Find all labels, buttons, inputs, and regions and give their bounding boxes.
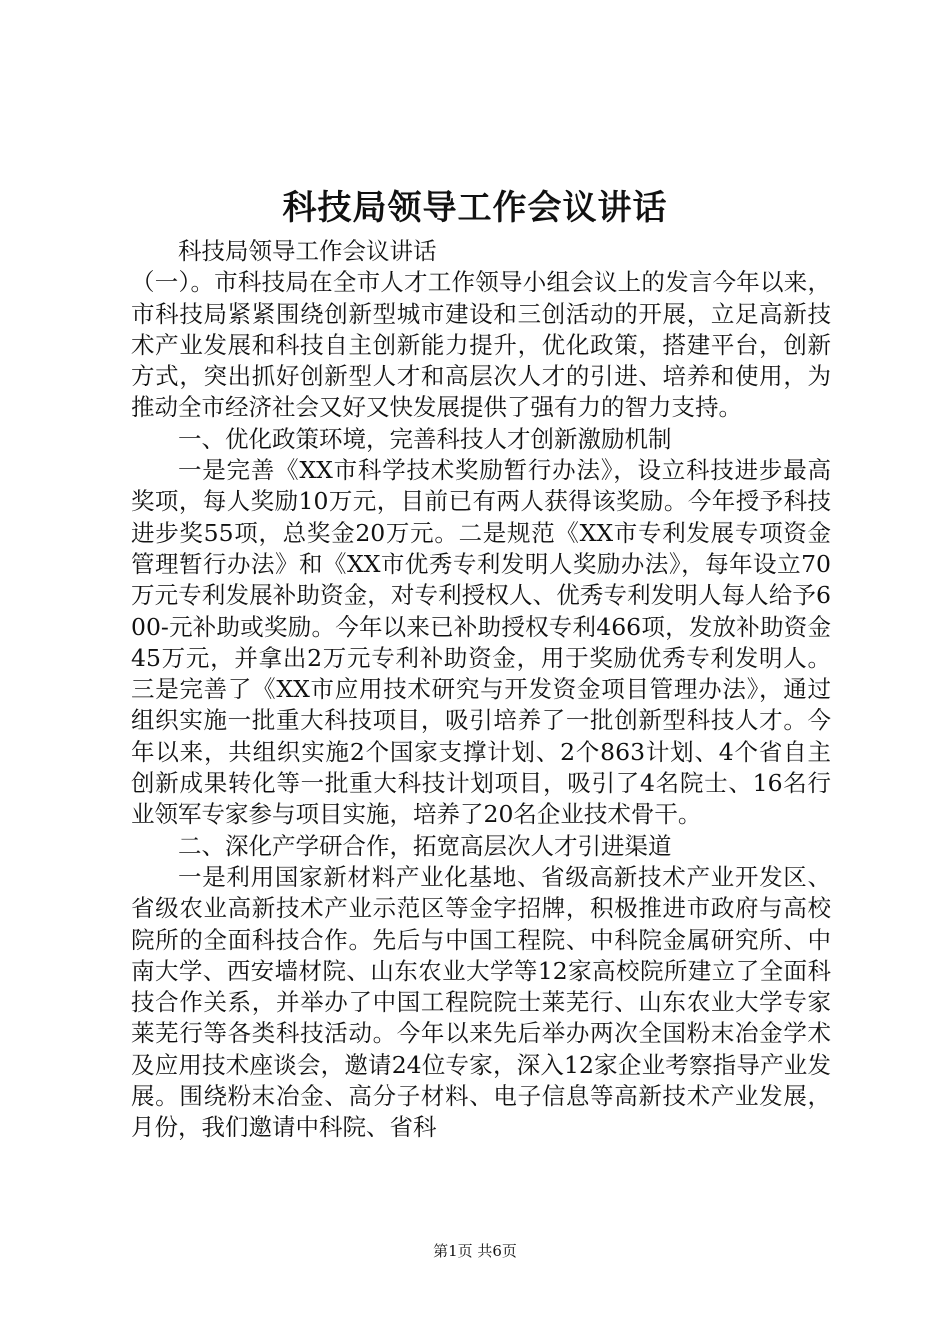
- paragraph-intro: （一）。市科技局在全市人才工作领导小组会议上的发言今年以来，市科技局紧紧围绕创新型城市建设和三创活动的开展，立足高新技术产业发展和科技自主创新能力提升，优化政策，搭建平台，创新方式，突出抓好创新型人才和高层次人才的引进、培养和使用，为推动全市经济社会又好又快发展提供了强有力的智力支持。: [131, 268, 831, 422]
- paragraph-subtitle: 科技局领导工作会议讲话: [178, 237, 437, 265]
- paragraph-section-2: 一是利用国家新材料产业化基地、省级高新技术产业开发区、省级农业高新技术产业示范区等金字招牌，积极推进市政府与高校院所的全面科技合作。先后与中国工程院、中科院金属研究所、中南大学、西安墙材院、山东农业大学等12家高校院所建立了全面科技合作关系，并举办了中国工程院院士莱芜行、山东农业大学专家莱芜行等各类科技活动。今年以来先后举办两次全国粉末冶金学术及应用技术座谈会，邀请24位专家，深入12家企业考察指导产业发展。围绕粉末冶金、高分子材料、电子信息等高新技术产业发展，月份，我们邀请中科院、省科: [131, 862, 831, 1142]
- paragraph-section-1: 一是完善《XX市科学技术奖励暂行办法》，设立科技进步最高奖项，每人奖励10万元，目前已有两人获得该奖励。今年授予科技进步奖55项，总奖金20万元。二是规范《XX市专利发展专项资金管理暂行办法》和《XX市优秀专利发明人奖励办法》，每年设立70万元专利发展补助资金，对专利授权人、优秀专利发明人每人给予600-元补助或奖励。今年以来已补助授权专利466项，发放补助资金45万元，并拿出2万元专利补助资金，用于奖励优秀专利发明人。三是完善了《XX市应用技术研究与开发资金项目管理办法》，通过组织实施一批重大科技项目，吸引培养了一批创新型科技人才。今年以来，共组织实施2个国家支撑计划、2个863计划、4个省自主创新成果转化等一批重大科技计划项目，吸引了4名院士、16名行业领军专家参与项目实施，培养了20名企业技术骨干。: [131, 456, 831, 829]
- document-title: 科技局领导工作会议讲话: [282, 188, 668, 228]
- document-body: [131, 236, 831, 1144]
- page-footer: 第1页 共6页: [433, 1242, 517, 1260]
- section-heading-2: 二、深化产学研合作，拓宽高层次人才引进渠道: [178, 831, 672, 860]
- section-heading-1: 一、优化政策环境，完善科技人才创新激励机制: [178, 424, 672, 453]
